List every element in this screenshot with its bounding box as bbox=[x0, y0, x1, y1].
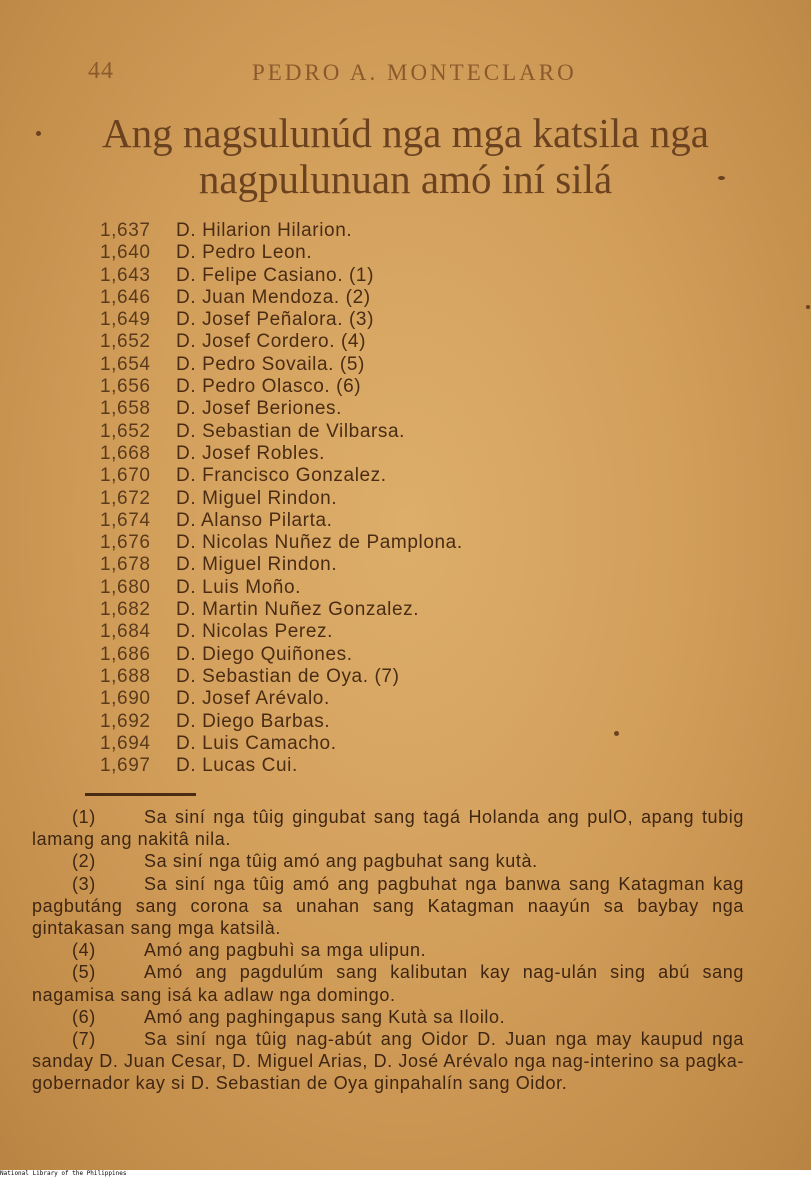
footnote bbox=[32, 939, 744, 961]
footnote-text: Sa siní nga tûig amó ang pagbuhat sang kutà. bbox=[144, 851, 538, 872]
footer-credit: National Library of the Philippines bbox=[0, 1170, 127, 1177]
footnote bbox=[32, 873, 744, 940]
governor-year: 1,676 bbox=[100, 532, 151, 554]
governor-row bbox=[0, 711, 811, 733]
governor-name: D. Sebastian de Vilbarsa. bbox=[176, 420, 406, 442]
governor-row bbox=[0, 644, 811, 666]
governor-row bbox=[0, 421, 811, 443]
footnote-text: Amó ang pagdulúm sang kalibutan kay nag-ulán sing abú sang nagamisa sang isá ka adlaw nga domingo. bbox=[32, 962, 744, 1005]
footnote-rule bbox=[85, 793, 196, 796]
governor-year: 1,649 bbox=[100, 309, 151, 331]
governor-year: 1,670 bbox=[100, 465, 151, 487]
footnote-mark: (1) bbox=[72, 807, 96, 827]
governor-row bbox=[0, 733, 811, 755]
governor-row bbox=[0, 265, 811, 287]
footnote-text: Sa siní nga tûig gingubat sang tagá Holanda ang pulO, apang tubig lamang ang nakitâ nila. bbox=[32, 807, 744, 850]
footnote-mark: (7) bbox=[72, 1029, 96, 1050]
governor-row bbox=[0, 599, 811, 621]
page-title bbox=[40, 110, 771, 202]
governor-year: 1,686 bbox=[100, 643, 151, 665]
governor-name: D. Pedro Olasco. (6) bbox=[176, 376, 362, 398]
governor-row bbox=[0, 443, 811, 465]
governor-year: 1,672 bbox=[100, 487, 151, 509]
governor-row bbox=[0, 354, 811, 376]
governor-name: D. Miguel Rindon. bbox=[176, 487, 338, 509]
footnote-mark: (5) bbox=[72, 962, 96, 983]
governor-year: 1,682 bbox=[100, 599, 151, 621]
governor-row bbox=[0, 666, 811, 688]
governor-row bbox=[0, 242, 811, 264]
footnote-mark: (4) bbox=[72, 940, 96, 961]
footnote bbox=[32, 806, 744, 850]
footnote-text: Amó ang pagbuhì sa mga ulipun. bbox=[144, 940, 427, 961]
governor-name: D. Lucas Cui. bbox=[176, 755, 298, 777]
footnote bbox=[32, 1028, 744, 1095]
footnotes bbox=[32, 806, 744, 1095]
footnote-text: Amó ang paghingapus sang Kutà sa Iloilo. bbox=[144, 1006, 506, 1027]
governor-row bbox=[0, 554, 811, 576]
governor-name: D. Alanso Pilarta. bbox=[176, 509, 333, 531]
governor-year: 1,680 bbox=[100, 576, 151, 598]
governor-year: 1,640 bbox=[100, 242, 151, 264]
governor-row bbox=[0, 465, 811, 487]
governor-row bbox=[0, 532, 811, 554]
governor-row bbox=[0, 220, 811, 242]
governor-name: D. Martin Nuñez Gonzalez. bbox=[176, 599, 420, 621]
governor-year: 1,697 bbox=[100, 755, 151, 777]
governor-year: 1,646 bbox=[100, 286, 151, 308]
governor-name: D. Josef Cordero. (4) bbox=[176, 331, 366, 353]
governor-name: D. Josef Peñalora. (3) bbox=[176, 309, 375, 331]
governor-year: 1,678 bbox=[100, 554, 151, 576]
governor-year: 1,684 bbox=[100, 621, 151, 643]
governor-name: D. Pedro Leon. bbox=[176, 242, 313, 264]
governor-row bbox=[0, 331, 811, 353]
footnote-mark: (3) bbox=[72, 873, 96, 894]
governor-name: D. Luis Moño. bbox=[176, 576, 302, 598]
governor-name: D. Josef Robles. bbox=[176, 442, 325, 464]
governor-year: 1,637 bbox=[100, 220, 151, 241]
governor-row bbox=[0, 621, 811, 643]
footnote bbox=[32, 961, 744, 1005]
governor-row bbox=[0, 398, 811, 420]
governor-year: 1,668 bbox=[100, 442, 151, 464]
governor-name: D. Felipe Casiano. (1) bbox=[176, 264, 374, 286]
governor-row bbox=[0, 688, 811, 710]
governor-year: 1,643 bbox=[100, 264, 151, 286]
governor-name: D. Luis Camacho. bbox=[176, 732, 337, 754]
page-header bbox=[0, 58, 811, 92]
governor-name: D. Sebastian de Oya. (7) bbox=[176, 665, 400, 687]
governor-name: D. Diego Barbas. bbox=[176, 710, 331, 732]
governor-list bbox=[0, 220, 811, 777]
governor-year: 1,674 bbox=[100, 509, 151, 531]
governor-year: 1,656 bbox=[100, 376, 151, 398]
governor-year: 1,658 bbox=[100, 398, 151, 420]
title-line-2: nagpulunuan amó iní silá bbox=[198, 156, 613, 202]
governor-row bbox=[0, 488, 811, 510]
footnote bbox=[32, 1006, 744, 1028]
footnote-mark: (2) bbox=[72, 851, 96, 872]
governor-name: D. Pedro Sovaila. (5) bbox=[176, 353, 365, 375]
footnote-text: Sa siní nga tûig amó ang pagbuhat nga banwa sang Katagman kag pagbutáng sang corona sa unahan sang Katagman naayún sa baybay nga gintakasan sang mga katsilà. bbox=[32, 873, 744, 939]
governor-row bbox=[0, 755, 811, 777]
governor-name: D. Josef Arévalo. bbox=[176, 688, 330, 710]
page-number: 44 bbox=[88, 58, 114, 84]
governor-name: D. Miguel Rindon. bbox=[176, 554, 338, 576]
governor-name: D. Juan Mendoza. (2) bbox=[176, 286, 371, 308]
governor-row bbox=[0, 510, 811, 532]
governor-name: D. Hilarion Hilarion. bbox=[176, 220, 353, 241]
governor-name: D. Francisco Gonzalez. bbox=[176, 465, 387, 487]
running-head: PEDRO A. MONTECLARO bbox=[252, 60, 577, 85]
governor-row bbox=[0, 376, 811, 398]
governor-name: D. Nicolas Perez. bbox=[176, 621, 333, 643]
governor-year: 1,690 bbox=[100, 688, 151, 710]
governor-name: D. Diego Quiñones. bbox=[176, 643, 353, 665]
governor-row bbox=[0, 309, 811, 331]
governor-row bbox=[0, 577, 811, 599]
governor-year: 1,688 bbox=[100, 665, 151, 687]
governor-year: 1,692 bbox=[100, 710, 151, 732]
governor-year: 1,652 bbox=[100, 331, 151, 353]
governor-year: 1,694 bbox=[100, 732, 151, 754]
governor-year: 1,654 bbox=[100, 353, 151, 375]
footnote-text: Sa siní nga tûig nag-abút ang Oidor D. Juan nga may kaupud nga sanday D. Juan Cesar, D. Miguel Arias, D. José Arévalo nga nag-interino sa pagka-gobernador kay si D. Sebastian de Oya ginpahalín sang Oidor. bbox=[32, 1029, 744, 1094]
governor-name: D. Nicolas Nuñez de Pamplona. bbox=[176, 532, 463, 554]
governor-row bbox=[0, 287, 811, 309]
governor-year: 1,652 bbox=[100, 420, 151, 442]
footnote-mark: (6) bbox=[72, 1006, 96, 1027]
footnote bbox=[32, 850, 744, 872]
governor-name: D. Josef Beriones. bbox=[176, 398, 343, 420]
title-line-1: Ang nagsulunúd nga mga katsila nga bbox=[102, 110, 709, 156]
